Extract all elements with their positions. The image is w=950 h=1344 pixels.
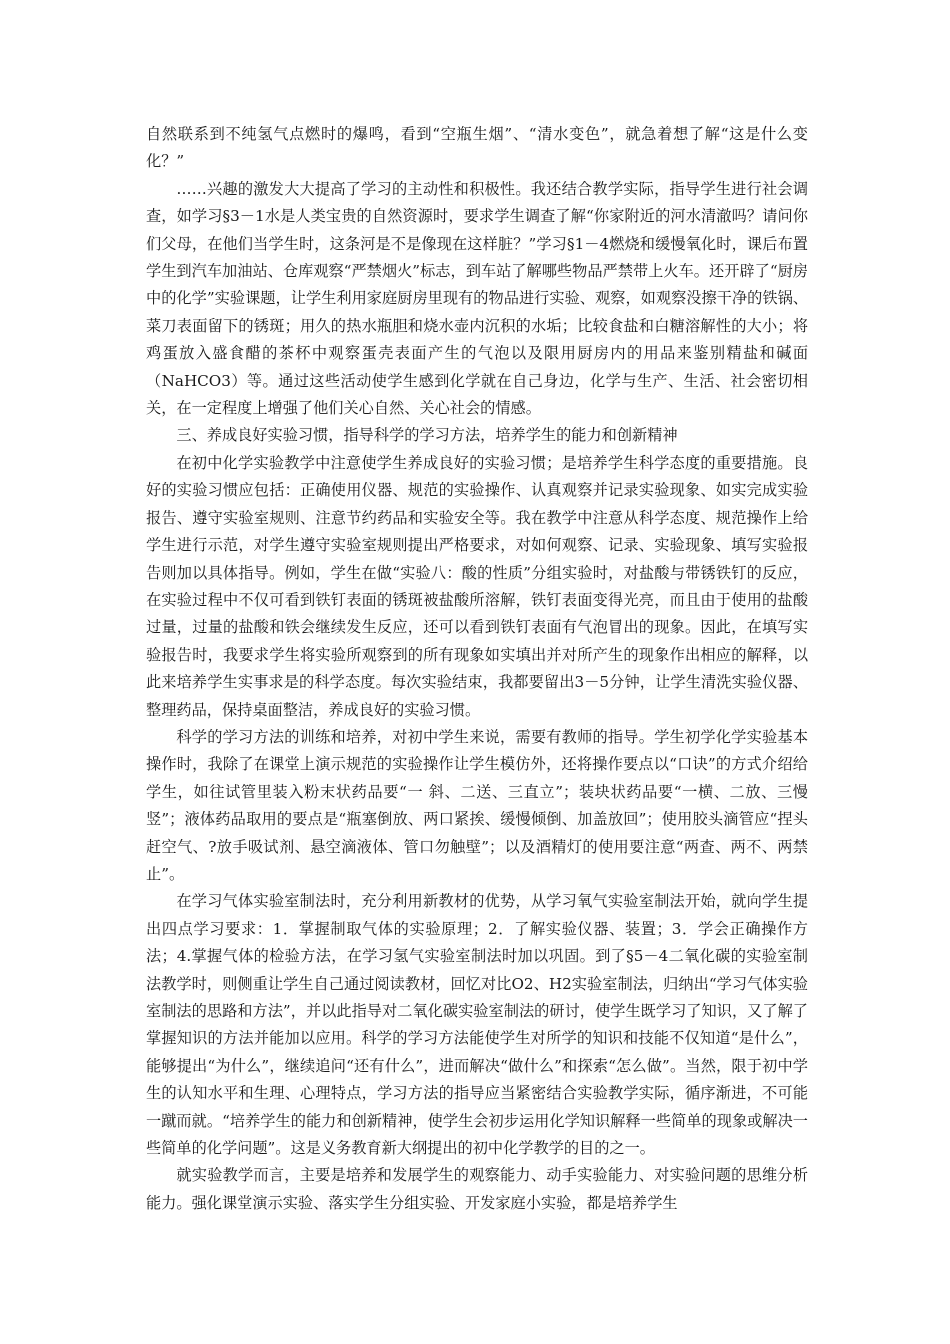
paragraph-6: 就实验教学而言，主要是培养和发展学生的观察能力、动手实验能力、对实验问题的思维分析能力。强化课堂演示实验、落实学生分组实验、开发家庭小实验，都是培养学生 [146, 1166, 808, 1212]
paragraph-3: 在初中化学实验教学中注意使学生养成良好的实验习惯；是培养学生科学态度的重要措施。良好的实验习惯应包括：正确使用仪器、规范的实验操作、认真观察并记录实验现象、如实完成实验报告、遵守实验室规则、注意节约药品和实验安全等。我在教学中注意从科学态度、规范操作上给学生进行示范，对学生遵守实验室规则提出严格要求，对如何观察、记录、实验现象、填写实验报告则加以具体指导。例如，学生在做“实验八：酸的性质”分组实验时，对盐酸与带锈铁钉的反应，在实验过程中不仅可看到铁钉表面的锈斑被盐酸所溶解，铁钉表面变得光亮，而且由于使用的盐酸过量，过量的盐酸和铁会继续发生反应，还可以看到铁钉表面有气泡冒出的现象。因此，在填写实验报告时，我要求学生将实验所观察到的所有现象如实填出并对所产生的现象作出相应的解释，以此来培养学生实事求是的科学态度。每次实验结束，我都要留出3－5分钟，让学生清洗实验仪器、整理药品，保持桌面整洁，养成良好的实验习惯。 [146, 453, 808, 719]
paragraph-5: 在学习气体实验室制法时，充分利用新教材的优势，从学习氧气实验室制法开始，就向学生提出四点学习要求：1．掌握制取气体的实验原理；2．了解实验仪器、装置；3．学会正确操作方法；4.掌握气体的检验方法，在学习氢气实验室制法时加以巩固。到了§5－4二氧化碳的实验室制法教学时，则侧重让学生自己通过阅读教材，回忆对比O2、H2实验室制法，归纳出“学习气体实验室制法的思路和方法”，并以此指导对二氧化碳实验室制法的研讨，使学生既学习了知识，又了解了掌握知识的方法并能加以应用。科学的学习方法能使学生对所学的知识和技能不仅知道“是什么”，能够提出“为什么”，继续追问“还有什么”，进而解决“做什么”和探索“怎么做”。当然，限于初中学生的认知水平和生理、心理特点，学习方法的指导应当紧密结合实验教学实际，循序渐进，不可能一蹴而就。“培养学生的能力和创新精神，使学生会初步运用化学知识解释一些简单的现象或解决一些简单的化学问题”。这是义务教育新大纲提出的初中化学教学的目的之一。 [146, 892, 808, 1158]
document-body [146, 121, 808, 1217]
paragraph-1: 自然联系到不纯氢气点燃时的爆鸣，看到“空瓶生烟”、“清水变色”，就急着想了解“这是什么变化？” [146, 125, 808, 171]
paragraph-2: ……兴趣的激发大大提高了学习的主动性和积极性。我还结合教学实际，指导学生进行社会调查，如学习§3－1水是人类宝贵的自然资源时，要求学生调查了解“你家附近的河水清澈吗？请问你们父母，在他们当学生时，这条河是不是像现在这样脏？”学习§1－4燃烧和缓慢氧化时，课后布置学生到汽车加油站、仓库观察“严禁烟火”标志，到车站了解哪些物品严禁带上火车。还开辟了“厨房中的化学”实验课题，让学生利用家庭厨房里现有的物品进行实验、观察，如观察没擦干净的铁锅、菜刀表面留下的锈斑；用久的热水瓶胆和烧水壶内沉积的水垢；比较食盐和白糖溶解性的大小；将鸡蛋放入盛食醋的茶杯中观察蛋壳表面产生的气泡以及限用厨房内的用品来鉴别精盐和碱面（NaHCO3）等。通过这些活动使学生感到化学就在自己身边，化学与生产、生活、社会密切相关，在一定程度上增强了他们关心自然、关心社会的情感。 [146, 179, 808, 418]
paragraph-4: 科学的学习方法的训练和培养，对初中学生来说，需要有教师的指导。学生初学化学实验基本操作时，我除了在课堂上演示规范的实验操作让学生模仿外，还将操作要点以“口诀”的方式介绍给学生，如往试管里装入粉末状药品要“一 斜、二送、三直立”；装块状药品要“一横、二放、三慢竖”；液体药品取用的要点是“瓶塞倒放、两口紧挨、缓慢倾倒、加盖放回”；使用胶头滴管应“捏头赶空气、?放手吸试剂、悬空滴液体、管口勿触壁”；以及酒精灯的使用要注意“两查、两不、两禁止”。 [146, 727, 808, 883]
section-heading: 三、养成良好实验习惯，指导科学的学习方法，培养学生的能力和创新精神 [176, 426, 678, 445]
